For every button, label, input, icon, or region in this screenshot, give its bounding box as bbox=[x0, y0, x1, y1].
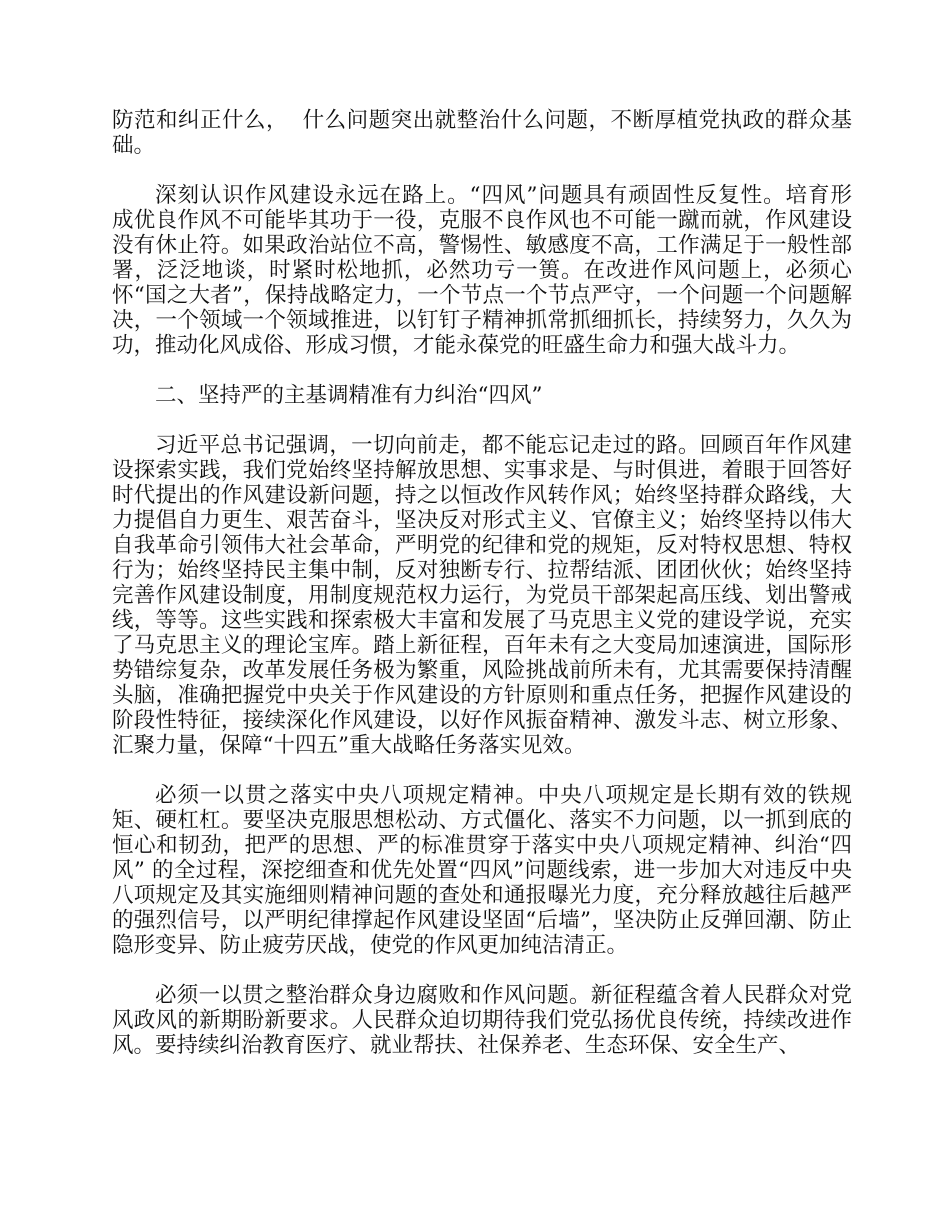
section-heading: 二、坚持严的主基调精准有力纠治“四风” bbox=[155, 383, 543, 408]
document-page bbox=[112, 108, 866, 1083]
paragraph-6: 必须一以贯之整治群众身边腐败和作风问题。新征程蕴含着人民群众对党风政风的新期盼新要求。人民群众迫切期待我们党弘扬优良传统，持续改进作风。要持续纠治教育医疗、就业帮扶、社保养老、生态环保、安全生产、 bbox=[112, 983, 852, 1058]
paragraph-4: 习近平总书记强调，一切向前走，都不能忘记走过的路。回顾百年作风建设探索实践，我们党始终坚持解放思想、实事求是、与时俱进，着眼于回答好时代提出的作风建设新问题，持之以恒改作风转作风；始终坚持群众路线，大力提倡自力更生、艰苦奋斗，坚决反对形式主义、官僚主义；始终坚持以伟大自我革命引领伟大社会革命，严明党的纪律和党的规矩，反对特权思想、特权行为；始终坚持民主集中制，反对独断专行、拉帮结派、团团伙伙；始终坚持完善作风建设制度，用制度规范权力运行，为党员干部架起高压线、划出警戒线，等等。这些实践和探索极大丰富和发展了马克思主义党的建设学说，充实了马克思主义的理论宝库。踏上新征程，百年未有之大变局加速演进，国际形势错综复杂，改革发展任务极为繁重，风险挑战前所未有，尤其需要保持清醒头脑，准确把握党中央关于作风建设的方针原则和重点任务，把握作风建设的阶段性特征，接续深化作风建设，以好作风振奋精神、激发斗志、树立形象、汇聚力量，保障“十四五”重大战略任务落实见效。 bbox=[112, 433, 852, 758]
paragraph-5: 必须一以贯之落实中央八项规定精神。中央八项规定是长期有效的铁规矩、硬杠杠。要坚决克服思想松动、方式僵化、落实不力问题，以一抓到底的恒心和韧劲，把严的思想、严的标准贯穿于落实中央八项规定精神、纠治“四风” 的全过程，深挖细查和优先处置“四风”问题线索，进一步加大对违反中央八项规定及其实施细则精神问题的查处和通报曝光力度，充分释放越往后越严的强烈信号，以严明纪律撑起作风建设坚固“后墙”，坚决防止反弹回潮、防止隐形变异、防止疲劳厌战，使党的作风更加纯洁清正。 bbox=[112, 783, 852, 958]
paragraph-1: 防范和纠正什么， 什么问题突出就整治什么问题，不断厚植党执政的群众基础。 bbox=[112, 108, 852, 158]
paragraph-2: 深刻认识作风建设永远在路上。“四风”问题具有顽固性反复性。培育形 成优良作风不可能毕其功于一役，克服不良作风也不可能一蹴而就，作风建设没有休止符。如果政治站位不高，警惕性、敏感度不高，工作满足于一般性部署，泛泛地谈，时紧时松地抓，必然功亏一篑。在改进作风问题上，必须心怀“国之大者”，保持战略定力，一个节点一个节点严守，一个问题一个问题解决，一个领域一个领域推进，以钉钉子精神抓常抓细抓长，持续努力，久久为功，推动化风成俗、形成习惯，才能永葆党的旺盛生命力和强大战斗力。 bbox=[112, 183, 866, 358]
